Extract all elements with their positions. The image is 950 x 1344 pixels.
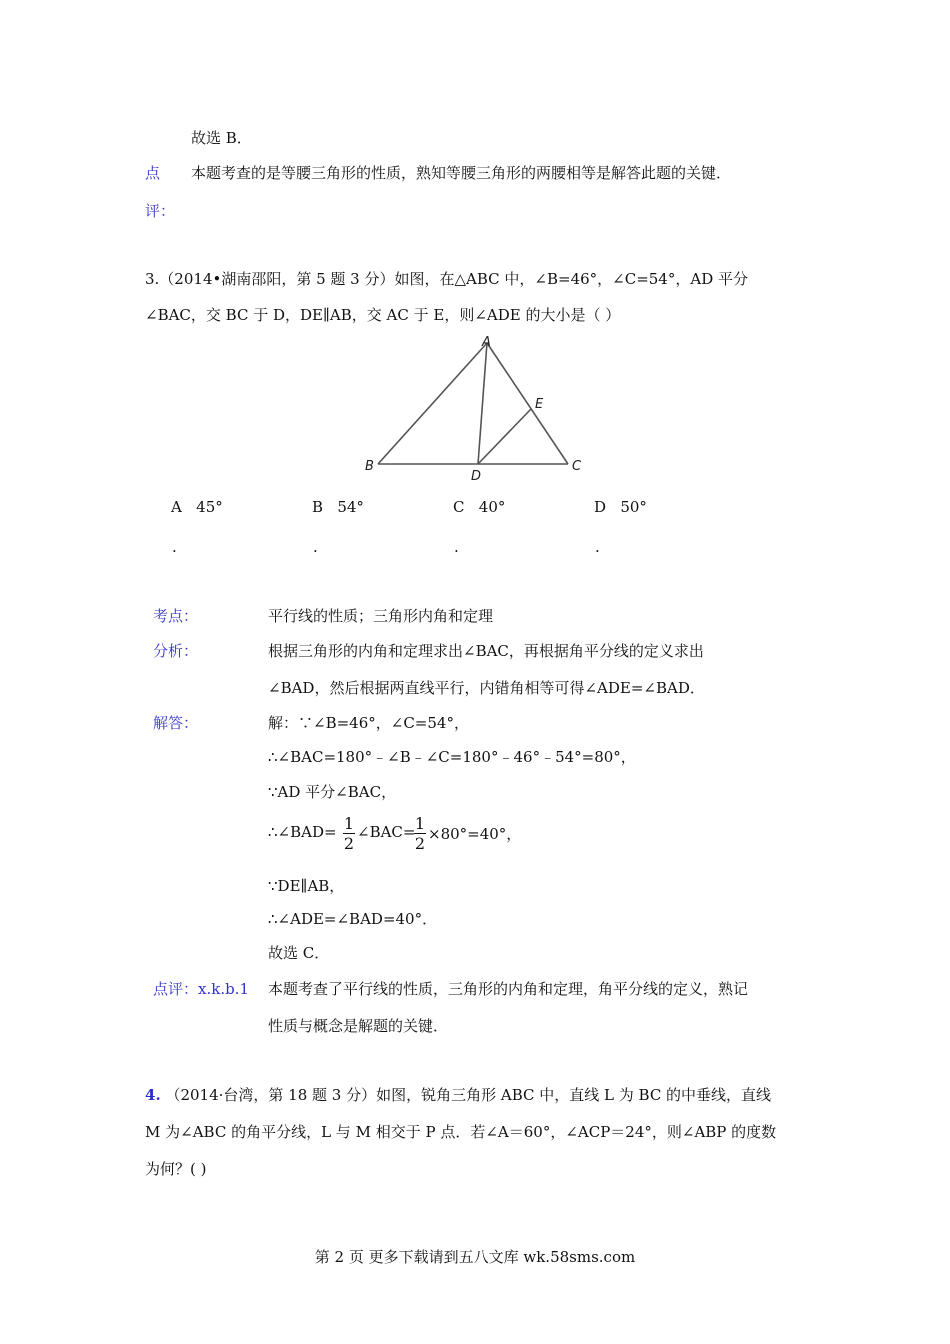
q3-stem-line-1: 3.（2014•湖南邵阳，第 5 题 3 分）如图，在△ABC 中，∠B=46°，∠C=54°，AD 平分 — [145, 270, 748, 288]
option-d-value: 50° — [620, 498, 647, 516]
option-a-value: 45° — [196, 498, 223, 516]
kaodian-text: 平行线的性质；三角形内角和定理 — [268, 607, 494, 625]
solution-step-6: ∴∠ADE=∠BAD=40°． — [268, 910, 438, 928]
option-d-letter: D — [594, 498, 607, 516]
kaodian-label: 考点： — [153, 607, 199, 625]
option-b-value: 54° — [337, 498, 364, 516]
option-d-dot: . — [595, 538, 600, 556]
dianping-label: 点评：x.k.b.1 — [153, 980, 249, 998]
segment-ac — [487, 343, 568, 464]
option-b — [312, 498, 364, 516]
page-footer: 第 2 页 更多下载请到五八文库 wk.58sms.com — [314, 1248, 636, 1266]
comment-label-1: 点 — [145, 164, 161, 182]
label-b: B — [365, 459, 374, 474]
q4-number-dot: . — [155, 1086, 161, 1104]
option-a — [171, 498, 223, 516]
option-c-letter: C — [453, 498, 465, 516]
label-c: C — [572, 459, 582, 474]
label-e: E — [535, 397, 544, 412]
option-a-letter: A — [171, 498, 182, 516]
fraction-1-denominator: 2 — [343, 834, 355, 853]
option-c-dot: . — [454, 538, 459, 556]
option-c — [453, 498, 505, 516]
q4-stem-line-2: M 为∠ABC 的角平分线，L 与 M 相交于 P 点．若∠A＝60°，∠ACP＝24°，则∠ABP 的度数 — [145, 1123, 777, 1141]
fraction-one-half-2 — [413, 815, 427, 854]
solution-step-4c: ×80°=40°， — [428, 825, 522, 843]
solution-step-2: ∴∠BAC=180°﹣∠B﹣∠C=180°﹣46°﹣54°=80°， — [268, 748, 636, 766]
fenxi-line-1: 根据三角形的内角和定理求出∠BAC，再根据角平分线的定义求出 — [268, 642, 704, 660]
option-b-letter: B — [312, 498, 324, 516]
solution-step-1: 解：∵∠B=46°，∠C=54°， — [268, 714, 469, 732]
fraction-2-numerator: 1 — [414, 814, 426, 833]
fenxi-label: 分析： — [153, 642, 199, 660]
option-a-dot: . — [172, 538, 177, 556]
solution-step-7: 故选 C． — [268, 944, 330, 962]
option-c-value: 40° — [478, 498, 506, 516]
fraction-one-half-1 — [342, 815, 356, 854]
option-b-dot: . — [313, 538, 318, 556]
triangle-figure — [360, 330, 600, 485]
comment-label-2: 评： — [145, 202, 176, 220]
q4-line-1 — [145, 1084, 771, 1105]
previous-conclusion: 故选 B． — [191, 129, 252, 147]
q4-stem-line-1: （2014·台湾，第 18 题 3 分）如图，锐角三角形 ABC 中，直线 L 为 BC 的中垂线，直线 — [165, 1086, 772, 1104]
q4-stem-line-3: 为何？( ) — [145, 1160, 207, 1178]
solution-step-4b: ∠BAC= — [357, 823, 416, 841]
q3-stem-line-2: ∠BAC，交 BC 于 D，DE∥AB，交 AC 于 E，则∠ADE 的大小是（ ） — [145, 306, 621, 324]
dianping-line-2: 性质与概念是解题的关键． — [268, 1017, 449, 1035]
fenxi-line-2: ∠BAD，然后根据两直线平行，内错角相等可得∠ADE=∠BAD． — [268, 679, 705, 697]
jieda-label: 解答： — [153, 714, 199, 732]
dianping-line-1: 本题考查了平行线的性质，三角形的内角和定理，角平分线的定义，熟记 — [268, 980, 749, 998]
label-a: A — [482, 335, 491, 350]
fraction-2-denominator: 2 — [414, 834, 426, 853]
previous-comment-text: 本题考查的是等腰三角形的性质，熟知等腰三角形的两腰相等是解答此题的关键． — [191, 164, 732, 182]
solution-step-3: ∵AD 平分∠BAC， — [268, 783, 397, 801]
segment-ad — [478, 343, 487, 464]
q4-number: 4 — [145, 1086, 156, 1104]
label-d: D — [471, 469, 482, 484]
segment-de — [478, 409, 531, 464]
option-d — [594, 498, 647, 516]
solution-step-4a: ∴∠BAD= — [268, 823, 337, 841]
segment-ab — [378, 343, 487, 464]
solution-step-5: ∵DE∥AB， — [268, 877, 345, 895]
fraction-1-numerator: 1 — [343, 814, 355, 833]
